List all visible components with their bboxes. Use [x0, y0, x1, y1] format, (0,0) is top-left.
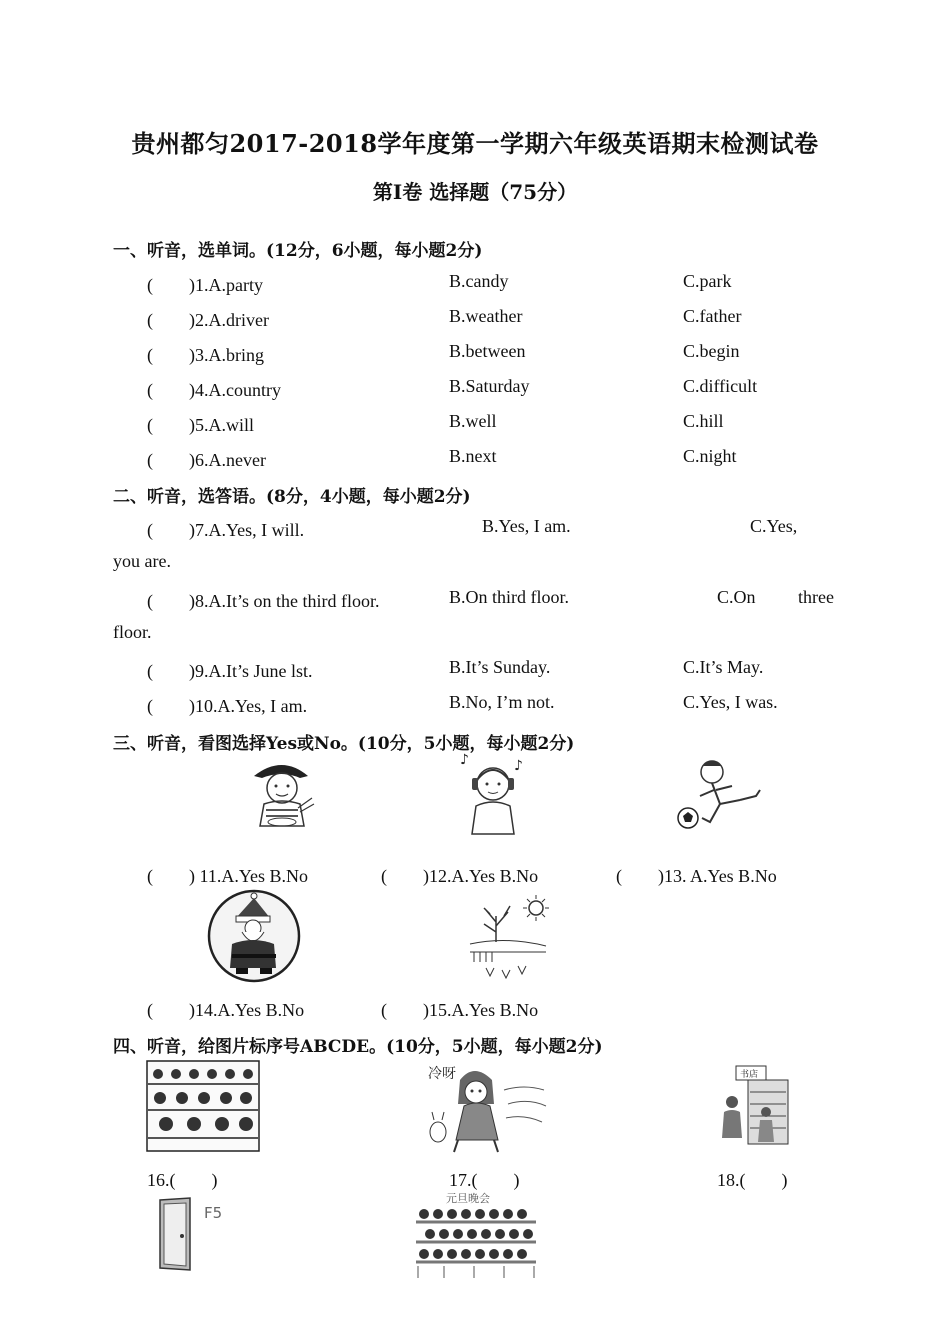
question-4-option-b: B.Saturday [449, 376, 530, 396]
cold-speech-text: 冷呀 [428, 1066, 456, 1082]
section-title: 第Ⅰ卷 选择题（75分） [372, 180, 578, 204]
svg-text:♪: ♪ [460, 752, 469, 768]
new-year-party-picture [414, 1190, 538, 1280]
question-2-option-b: B.weather [449, 306, 523, 326]
outdoor-sun-tree-picture [466, 892, 552, 982]
question-17: 17.( ) [449, 1170, 520, 1190]
question-4-option-c: C.difficult [683, 376, 758, 396]
question-9-option-c: C.It’s May. [683, 657, 764, 677]
question-6-option-b: B.next [449, 446, 497, 466]
classroom-picture [146, 1060, 260, 1152]
question-9-option-b: B.It’s Sunday. [449, 657, 551, 677]
question-4-option-a: ( )4.A.country [147, 380, 281, 400]
question-12: ( )12.A.Yes B.No [381, 866, 539, 886]
question-8-continuation: floor. [113, 622, 152, 642]
question-3-option-a: ( )3.A.bring [147, 345, 264, 365]
question-8-option-a: ( )8.A.It’s on the third floor. [147, 591, 380, 611]
girl-music-picture [458, 752, 528, 838]
question-8-option-c: C.On [717, 587, 756, 607]
question-15: ( )15.A.Yes B.No [381, 1000, 539, 1020]
section-3-heading: 三、听音，看图选择Yes或No。(10分，5小题，每小题2分) [113, 734, 575, 754]
question-7-continuation: you are. [113, 551, 171, 571]
page-title: 贵州都匀2017-2018学年度第一学期六年级英语期末检测试卷 [131, 129, 819, 158]
question-3-option-b: B.between [449, 341, 526, 361]
section-2-heading: 二、听音，选答语。(8分，4小题，每小题2分) [113, 487, 471, 507]
question-8-option-c-word: three [798, 587, 834, 607]
question-16: 16.( ) [147, 1170, 218, 1190]
question-10-option-b: B.No, I’m not. [449, 692, 555, 712]
question-9-option-a: ( )9.A.It’s June lst. [147, 661, 313, 681]
question-1-option-b: B.candy [449, 271, 509, 291]
question-1-option-c: C.park [683, 271, 732, 291]
cold-girl-picture [424, 1060, 550, 1154]
boy-football-picture [676, 756, 766, 834]
door-floor-label: F5 [204, 1204, 223, 1222]
question-6-option-c: C.night [683, 446, 737, 466]
bookstore-sign-text: 书店 [740, 1070, 759, 1080]
boy-eating-picture [242, 758, 322, 830]
question-2-option-c: C.father [683, 306, 742, 326]
question-2-option-a: ( )2.A.driver [147, 310, 269, 330]
door-picture [154, 1196, 244, 1272]
question-18: 18.( ) [717, 1170, 788, 1190]
question-3-option-c: C.begin [683, 341, 740, 361]
question-10-option-a: ( )10.A.Yes, I am. [147, 696, 308, 716]
question-7-option-a: ( )7.A.Yes, I will. [147, 520, 305, 540]
bookstore-picture [714, 1062, 796, 1148]
svg-text:♪: ♪ [514, 758, 523, 774]
question-6-option-a: ( )6.A.never [147, 450, 266, 470]
question-13: ( )13. A.Yes B.No [616, 866, 777, 886]
santa-claus-picture [206, 888, 302, 984]
question-5-option-c: C.hill [683, 411, 724, 431]
question-5-option-a: ( )5.A.will [147, 415, 254, 435]
question-8-option-b: B.On third floor. [449, 587, 569, 607]
question-5-option-b: B.well [449, 411, 497, 431]
section-4-heading: 四、听音，给图片标序号ABCDE。(10分，5小题，每小题2分) [113, 1037, 603, 1057]
question-10-option-c: C.Yes, I was. [683, 692, 778, 712]
question-14: ( )14.A.Yes B.No [147, 1000, 305, 1020]
party-banner-text: 元旦晚会 [446, 1192, 490, 1205]
question-1-option-a: ( )1.A.party [147, 275, 263, 295]
question-7-option-c: C.Yes, [750, 516, 798, 536]
section-1-heading: 一、听音，选单词。(12分，6小题，每小题2分) [113, 241, 483, 261]
question-11: ( ) 11.A.Yes B.No [147, 866, 309, 886]
question-7-option-b: B.Yes, I am. [482, 516, 571, 536]
